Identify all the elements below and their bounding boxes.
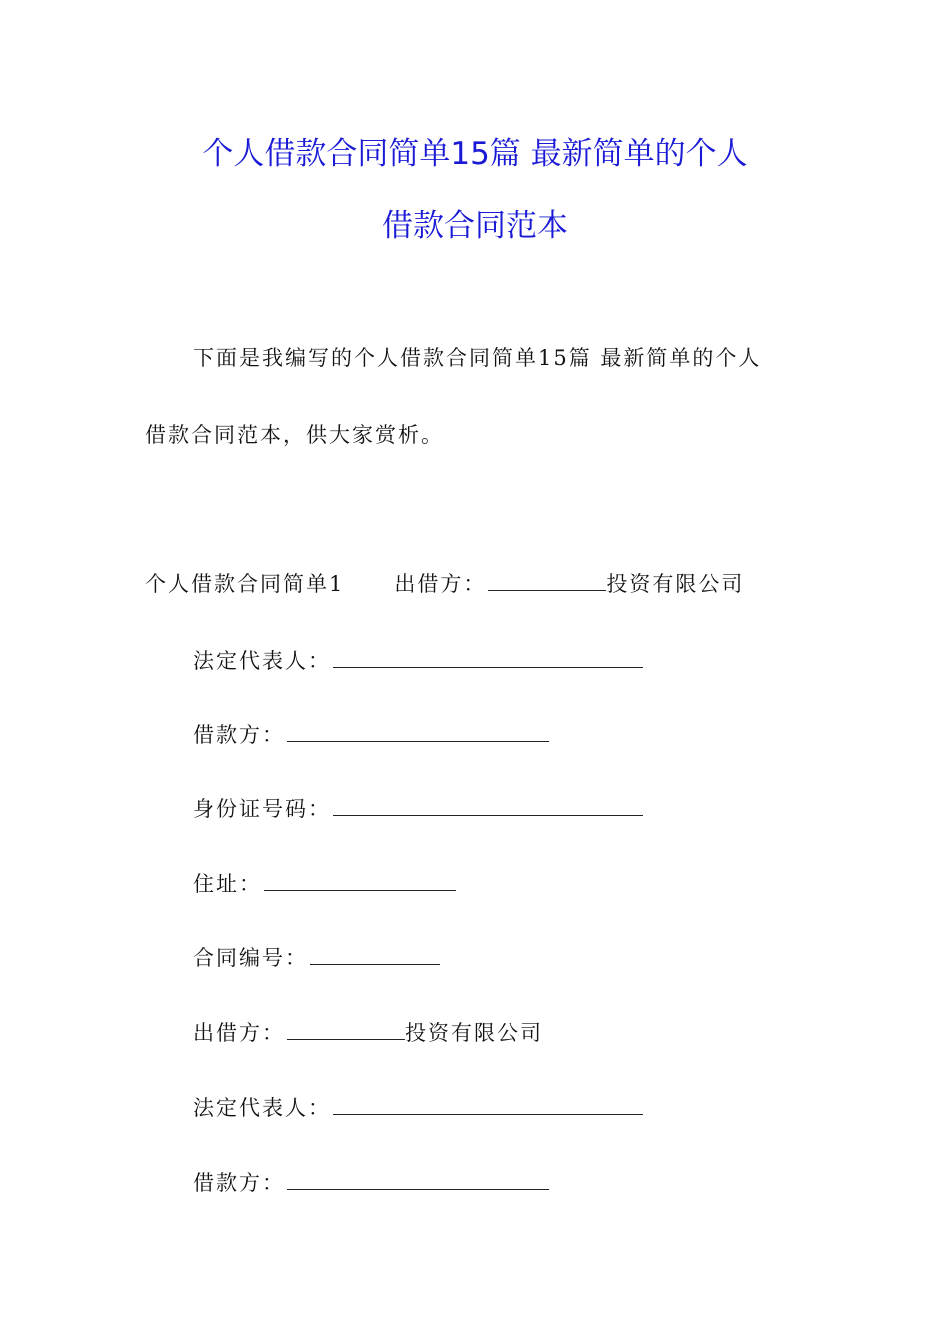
field-row <box>193 719 549 750</box>
field-row <box>193 942 440 973</box>
field-row <box>193 868 456 899</box>
section-heading-row <box>145 568 744 599</box>
field-label: 法定代表人： <box>193 1096 331 1120</box>
field-blank <box>333 793 643 816</box>
field-row <box>193 793 643 824</box>
field-label: 借款方： <box>193 1171 285 1195</box>
field-row <box>193 1167 549 1198</box>
field-row <box>193 1092 643 1123</box>
field-blank <box>310 942 440 965</box>
intro-line-1: 下面是我编写的个人借款合同简单15篇 最新简单的个人 <box>193 346 762 370</box>
field-suffix: 投资有限公司 <box>405 1021 543 1045</box>
field-blank <box>287 1167 549 1190</box>
document-title-line-1: 个人借款合同简单15篇 最新简单的个人 <box>202 136 748 172</box>
field-blank <box>287 1017 405 1040</box>
field-blank <box>333 1092 643 1115</box>
field-blank <box>287 719 549 742</box>
field-blank <box>264 868 456 891</box>
lender-suffix: 投资有限公司 <box>606 572 745 596</box>
field-row <box>193 645 643 676</box>
document-title-line-2: 借款合同范本 <box>382 208 568 244</box>
intro-line-2: 借款合同范本，供大家赏析。 <box>145 423 444 447</box>
lender-label: 出借方： <box>394 572 487 596</box>
section-heading: 个人借款合同简单1 <box>145 572 345 596</box>
field-label: 合同编号： <box>193 946 308 970</box>
field-label: 住址： <box>193 872 262 896</box>
field-blank <box>333 645 643 668</box>
field-label: 借款方： <box>193 723 285 747</box>
field-row <box>193 1017 543 1048</box>
field-label: 法定代表人： <box>193 649 331 673</box>
field-label: 身份证号码： <box>193 797 331 821</box>
field-label: 出借方： <box>193 1021 285 1045</box>
lender-blank <box>488 568 606 591</box>
